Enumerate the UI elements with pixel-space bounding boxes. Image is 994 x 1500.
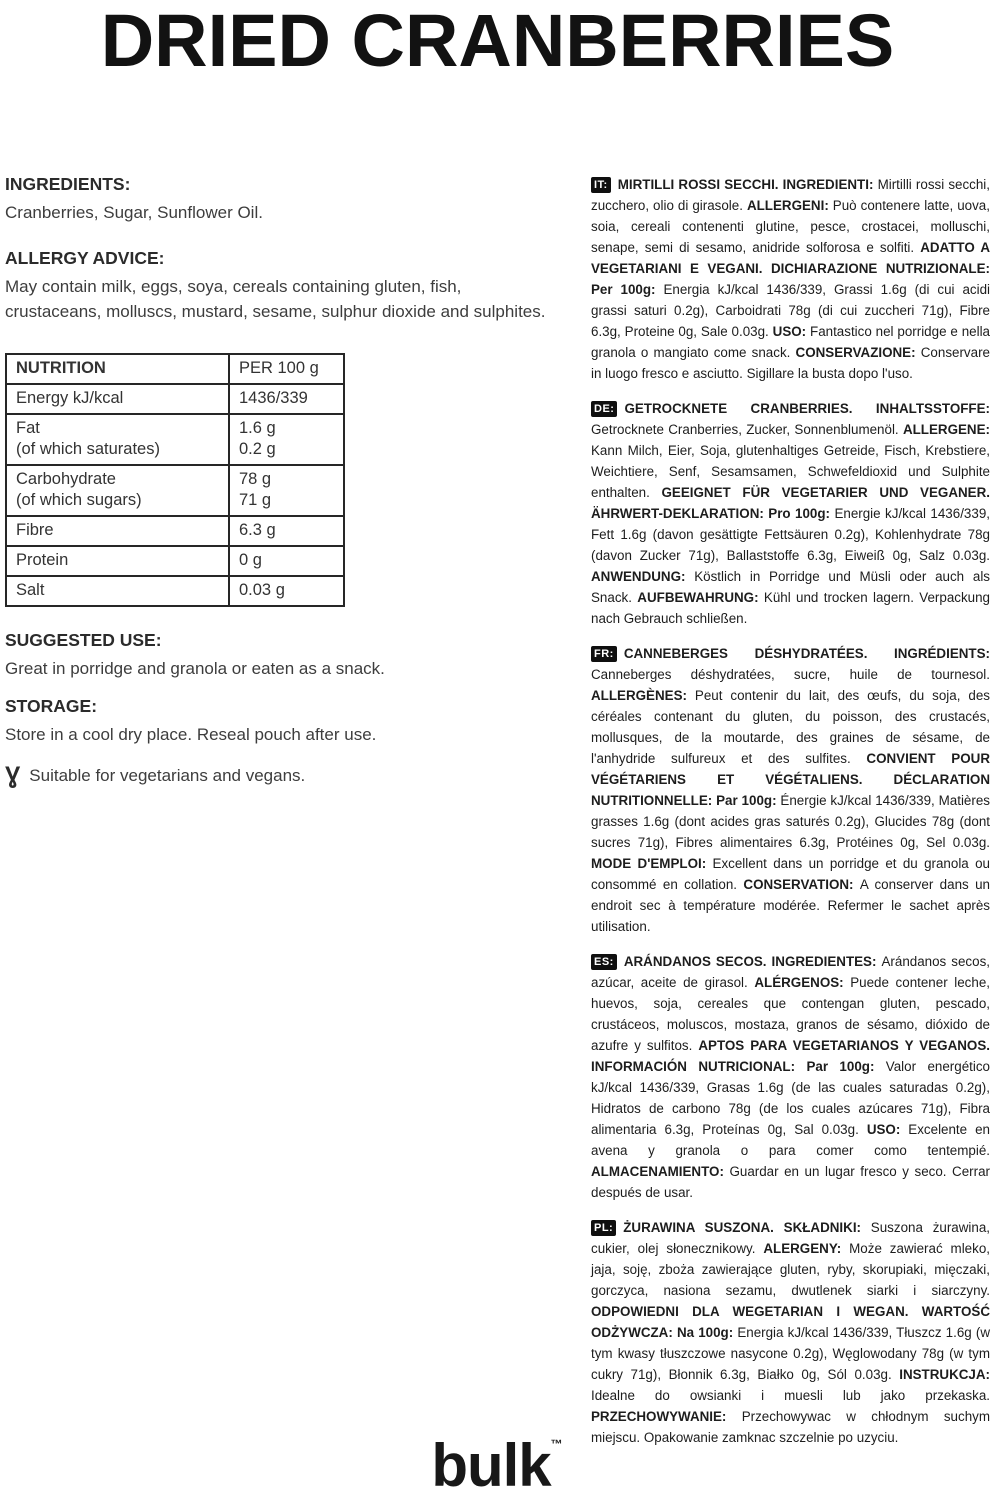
text-segment: Può contenere latte, uova, soia, cereali contenenti glutine, pesce, crostacei, molluschi, senape, semi di sesamo, anidride solforosa e solfiti.	[591, 198, 990, 255]
nutrition-header: NUTRITION	[6, 354, 229, 384]
footer	[0, 1432, 994, 1499]
brand-logo: bulk™	[431, 1432, 563, 1499]
text-segment: Przechowywac w chłodnym suchym miejscu. Opakowanie zamknac szczelnie po uzyciu.	[591, 1409, 990, 1445]
language-block-fr	[591, 643, 990, 937]
nutrition-value: 0 g	[229, 546, 344, 576]
text-segment: Arándanos secos, azúcar, aceite de girasol.	[591, 954, 990, 990]
nutrition-label: Protein	[6, 546, 229, 576]
text-segment: Guardar en un lugar fresco y seco. Cerrar después de usar.	[591, 1164, 990, 1200]
bold-segment: AUFBEWAHRUNG:	[637, 590, 764, 605]
text-segment: Puede contener leche, huevos, soja, cereales que contengan gluten, pescado, crustáceos, moluscos, mostaza, granos de sésamo, dióxido de azufre y sulfitos.	[591, 975, 990, 1053]
text-segment: Excelente en avena y granola o para comer como tentempié.	[591, 1122, 990, 1158]
storage-body: Store in a cool dry place. Reseal pouch after use.	[5, 725, 377, 744]
language-badge-fr: FR:	[591, 646, 617, 662]
text-segment: Conservare in luogo fresco e asciutto. Sigillare la busta dopo l'uso.	[591, 345, 990, 381]
nutrition-value: 0.03 g	[229, 576, 344, 606]
vegetarian-icon: Ɣ	[5, 762, 21, 789]
bold-segment: APTOS PARA VEGETARIANOS Y VEGANOS. INFORMACIÓN NUTRICIONAL: Par 100g:	[591, 1038, 990, 1074]
bold-segment: USO:	[866, 1122, 909, 1137]
text-segment: Fantastico nel porridge e nella granola o mangiato come snack.	[591, 324, 991, 360]
bold-segment: ANWENDUNG:	[591, 569, 695, 584]
text-segment: Może zawierać mleko, jaja, soję, zboża zawierające gluten, ryby, skorupiaki, mięczaki, gorczyca, nasiona sezamu, dwutlenek siarki i siarczyny.	[591, 1241, 990, 1298]
language-block-de	[591, 398, 990, 629]
nutrition-value: 6.3 g	[229, 516, 344, 546]
bold-segment: CONVIENT POUR VÉGÉTARIENS ET VÉGÉTALIENS. DÉCLARATION NUTRITIONNELLE: Par 100g:	[591, 751, 990, 808]
allergy-advice-heading: ALLERGY ADVICE:	[5, 248, 165, 268]
nutrition-value: 1436/339	[229, 384, 344, 414]
bold-segment: ARÁNDANOS SECOS. INGREDIENTES:	[623, 954, 882, 969]
bold-segment: PRZECHOWYWANIE:	[591, 1409, 742, 1424]
bold-segment: ADATTO A VEGETARIANI E VEGANI. DICHIARAZIONE NUTRIZIONALE: Per 100g:	[591, 240, 990, 297]
bold-segment: USO:	[772, 324, 811, 339]
bold-segment: INSTRUKCJA:	[899, 1367, 990, 1382]
vegetarian-note	[5, 764, 561, 788]
bold-segment: ALERGENY:	[763, 1241, 850, 1256]
nutrition-label: Salt	[6, 576, 229, 606]
text-segment: Excellent dans un porridge et du granola ou consommé en collation.	[591, 856, 990, 892]
text-segment: A conserver dans un endroit sec à température modérée. Refermer le sachet après utilisation.	[591, 877, 990, 934]
bold-segment: ALMACENAMIENTO:	[591, 1164, 730, 1179]
language-badge-pl: PL:	[591, 1220, 616, 1236]
nutrition-table	[5, 353, 345, 607]
content-columns	[5, 174, 990, 1448]
text-segment: Suszona żurawina, cukier, olej słonecznikowy.	[591, 1220, 990, 1256]
nutrition-row	[6, 384, 344, 414]
text-segment: Canneberges déshydratées, sucre, huile de tournesol.	[591, 667, 990, 682]
vegetarian-note-text: Suitable for vegetarians and vegans.	[29, 766, 306, 785]
language-badge-it: IT:	[591, 177, 611, 193]
bold-segment: ALLERGENE:	[902, 422, 990, 437]
nutrition-row	[6, 576, 344, 606]
language-block-pl	[591, 1217, 990, 1448]
bold-segment: CONSERVATION:	[743, 877, 860, 892]
text-segment: Getrocknete Cranberries, Zucker, Sonnenblumenöl.	[591, 422, 903, 437]
bold-segment: MIRTILLI ROSSI SECCHI. INGREDIENTI:	[617, 177, 878, 192]
text-segment: Kann Milch, Eier, Soja, glutenhaltiges Getreide, Fisch, Krebstiere, Weichtiere, Senf, Sesamsamen, Schwefeldioxid und Sulphite enthalten.	[591, 443, 990, 500]
bold-segment: ALLERGÈNES:	[591, 688, 695, 703]
text-segment: Köstlich in Porridge und Müsli oder auch als Snack.	[591, 569, 991, 605]
text-segment: Energia kJ/kcal 1436/339, Tłuszcz 1.6g (w tym kwasy tłuszczowe nasycone 0.2g), Węglowodany 78g (w tym cukry 71g), Błonnik 6.3g, Białko 0g, Sól 0.03g.	[591, 1325, 990, 1382]
allergy-advice-body: May contain milk, eggs, soya, cereals containing gluten, fish, crustaceans, molluscs, mustard, sesame, sulphur dioxide and sulphites.	[5, 277, 546, 321]
text-segment: Kühl und trocken lagern. Verpackung nach Gebrauch schließen.	[591, 590, 990, 626]
ingredients-body: Cranberries, Sugar, Sunflower Oil.	[5, 203, 263, 222]
text-segment: Energia kJ/kcal 1436/339, Grassi 1.6g (di cui acidi grassi saturi 0.2g), Carboidrati 78g (di cui zuccheri 71g), Fibre 6.3g, Proteine 0g, Sale 0.03g.	[591, 282, 991, 339]
text-segment: Valor energético kJ/kcal 1436/339, Grasas 1.6g (de las cuales saturadas 0.2g), Hidratos de carbono 78g (de los cuales azúcares 71g), Fibra alimentaria 6.3g, Proteínas 0g, Sal 0.03g.	[591, 1059, 990, 1137]
nutrition-header-row	[6, 354, 344, 384]
nutrition-row	[6, 546, 344, 576]
text-segment: Energie kJ/kcal 1436/339, Fett 1.6g (davon gesättigte Fettsäuren 0.2g), Kohlenhydrate 78g (davon Zucker 71g), Ballaststoffe 6.3g, Eiweiß 0g, Salz 0.03g.	[591, 506, 990, 563]
nutrition-label: Carbohydrate (of which sugars)	[6, 465, 229, 516]
bold-segment: ALÉRGENOS:	[754, 975, 851, 990]
nutrition-label: Fat (of which saturates)	[6, 414, 229, 465]
text-segment: Mirtilli rossi secchi, zucchero, olio di girasole.	[591, 177, 990, 213]
bold-segment: GEEIGNET FÜR VEGETARIER UND VEGANER. ÄHRWERT-DEKLARATION: Pro 100g:	[591, 485, 990, 521]
page-title: DRIED CRANBERRIES	[100, 0, 895, 82]
left-column	[5, 174, 561, 788]
nutrition-label: Energy kJ/kcal	[6, 384, 229, 414]
text-segment: Peut contenir du lait, des œufs, du soja, des céréales contenant du gluten, du poisson, des crustacés, mollusques, de la moutarde, des graines de sésame, de l'anhydride sulfureux et des sulfites.	[591, 688, 990, 766]
nutrition-value: 1.6 g 0.2 g	[229, 414, 344, 465]
language-blocks	[591, 174, 990, 1448]
bold-segment: MODE D'EMPLOI:	[591, 856, 713, 871]
nutrition-row	[6, 516, 344, 546]
storage-heading: STORAGE:	[5, 696, 98, 716]
language-badge-es: ES:	[591, 954, 617, 970]
bold-segment: CANNEBERGES DÉSHYDRATÉES. INGRÉDIENTS:	[623, 646, 990, 661]
language-badge-de: DE:	[591, 401, 617, 417]
language-block-es	[591, 951, 990, 1203]
nutrition-label: Fibre	[6, 516, 229, 546]
bold-segment: GETROCKNETE CRANBERRIES. INHALTSSTOFFE:	[624, 401, 990, 416]
bold-segment: CONSERVAZIONE:	[795, 345, 921, 360]
nutrition-row	[6, 465, 344, 516]
trademark-symbol: ™	[550, 1437, 563, 1451]
suggested-use-heading: SUGGESTED USE:	[5, 630, 162, 650]
language-block-it	[591, 174, 990, 384]
bold-segment: ALLERGENI:	[746, 198, 833, 213]
ingredients-heading: INGREDIENTS:	[5, 174, 131, 194]
bold-segment: ODPOWIEDNI DLA WEGETARIAN I WEGAN. WARTOŚĆ ODŻYWCZA: Na 100g:	[591, 1304, 990, 1340]
nutrition-row	[6, 414, 344, 465]
suggested-use-body: Great in porridge and granola or eaten as a snack.	[5, 659, 385, 678]
text-segment: Idealne do owsianki i muesli lub jako przekaska.	[591, 1388, 990, 1403]
bold-segment: ŻURAWINA SUSZONA. SKŁADNIKI:	[623, 1220, 871, 1235]
per-100g-header: PER 100 g	[229, 354, 344, 384]
text-segment: Énergie kJ/kcal 1436/339, Matières grasses 1.6g (dont acides gras saturés 0.2g), Glucides 78g (dont sucres 71g), Fibres alimentaires 6.3g, Protéines 0g, Sel 0.03g.	[591, 793, 990, 850]
nutrition-value: 78 g 71 g	[229, 465, 344, 516]
